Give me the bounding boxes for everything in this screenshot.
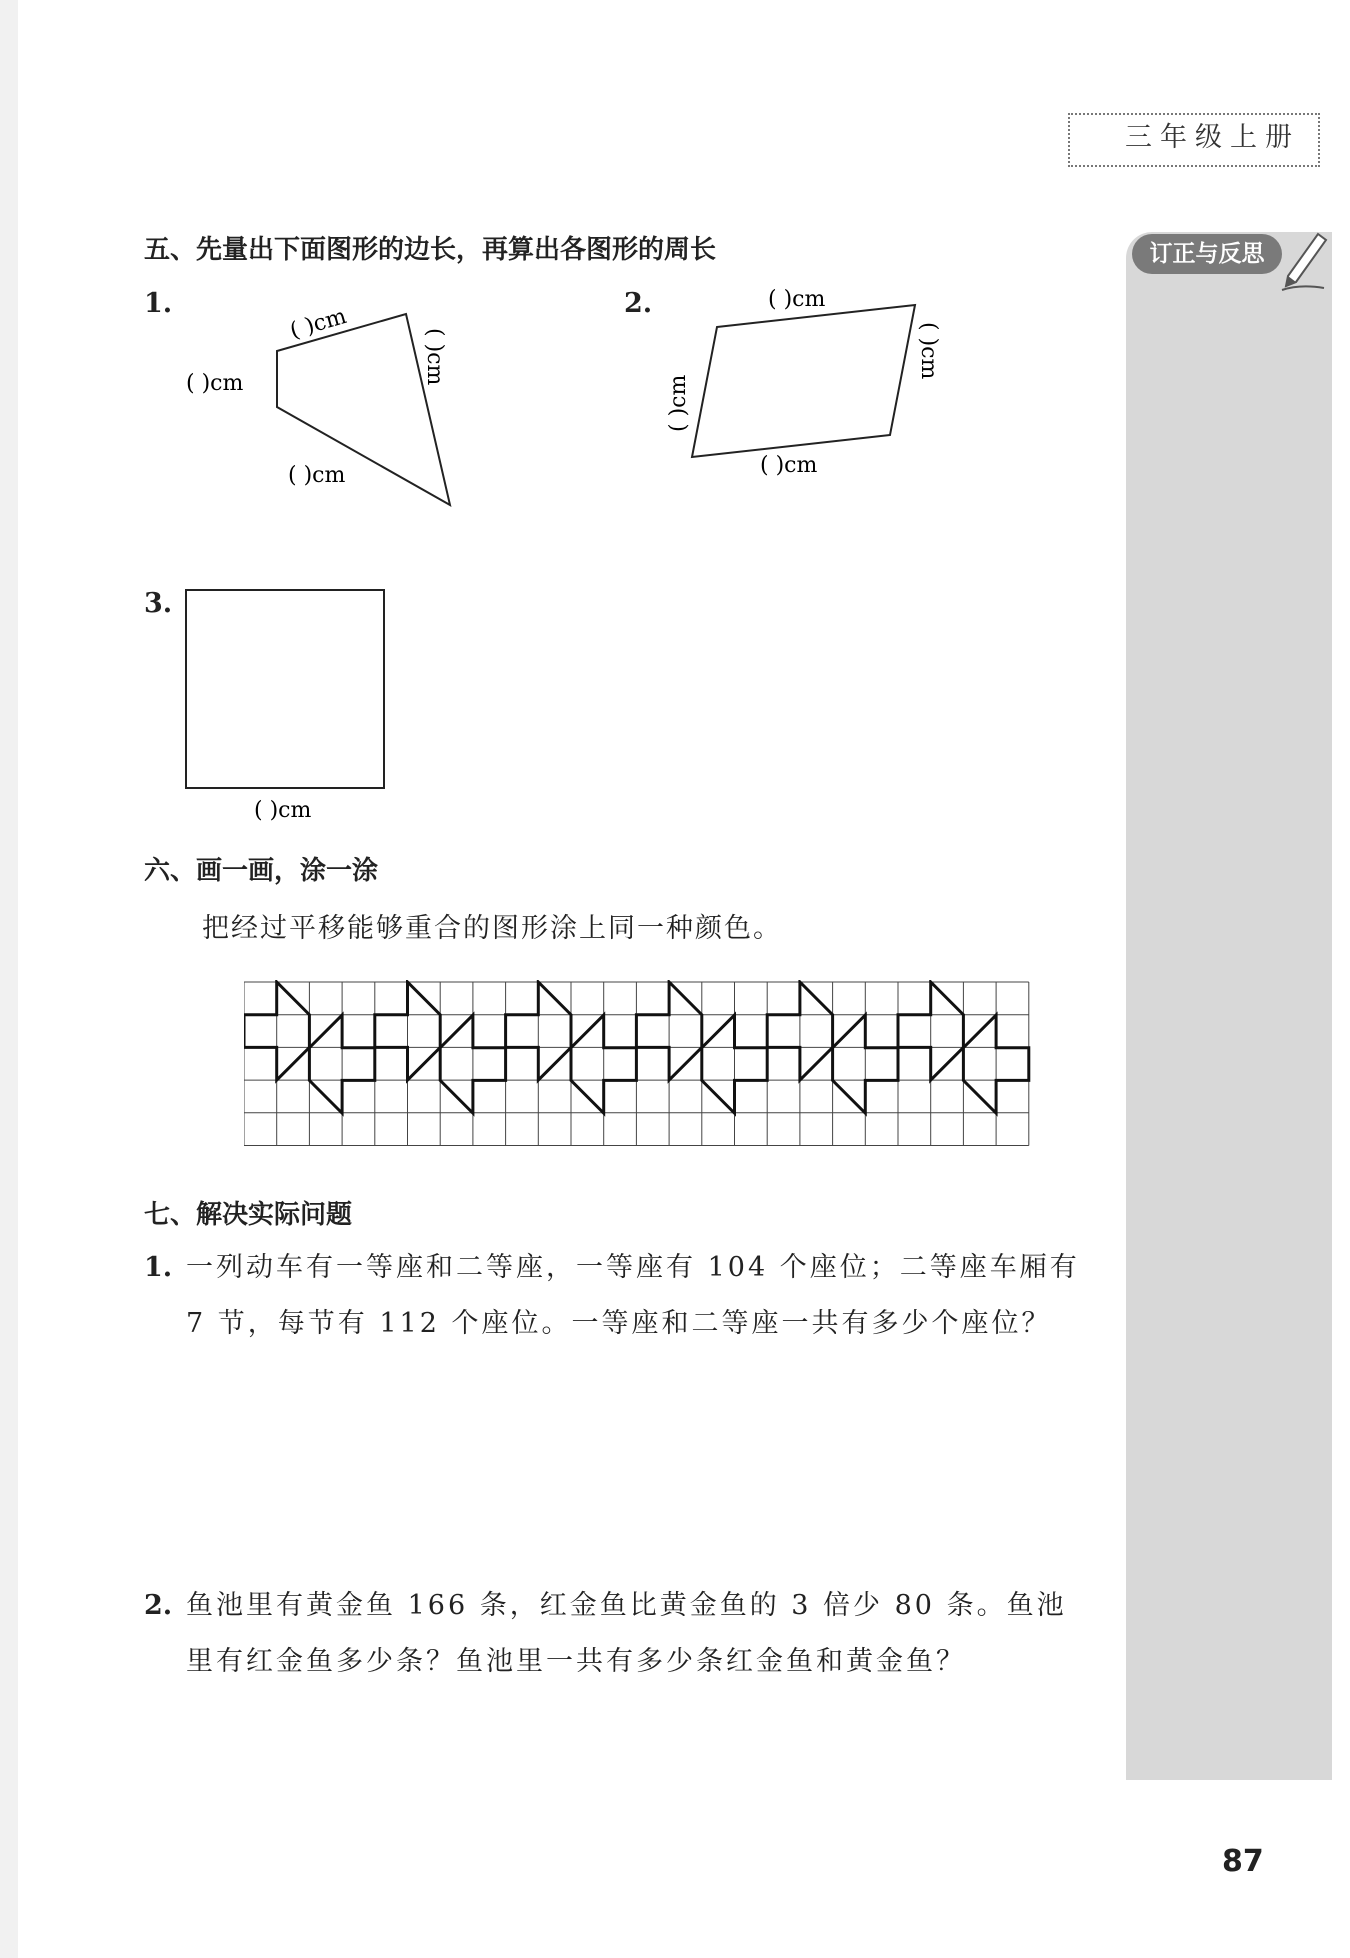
shape2-blank-bottom: ( )cm — [760, 453, 818, 478]
pencil-icon — [1280, 226, 1330, 292]
section5-q3-number: 3. — [144, 588, 173, 619]
correction-tab-label: 订正与反思 — [1149, 241, 1265, 267]
shape1-blank-bottom: ( )cm — [288, 463, 346, 488]
correction-tab — [1132, 234, 1282, 274]
section5-title: 五、先量出下面图形的边长，再算出各图形的周长 — [144, 235, 717, 265]
problem2-text: 鱼池里有黄金鱼 166 条，红金鱼比黄金鱼的 3 倍少 80 条。鱼池里有红金鱼多少条？鱼池里一共有多少条红金鱼和黄金鱼？ — [186, 1590, 1067, 1677]
shape2-blank-top: ( )cm — [768, 287, 826, 312]
section5-q1-number: 1. — [144, 288, 173, 319]
problem1-text: 一列动车有一等座和二等座，一等座有 104 个座位；二等座车厢有 7 节，每节有 112 个座位。一等座和二等座一共有多少个座位？ — [186, 1252, 1080, 1339]
page-number: 87 — [1222, 1844, 1264, 1879]
grade-label: 三年级上册 — [1123, 115, 1302, 154]
problem2-number: 2. — [144, 1590, 173, 1621]
shape2-parallelogram — [650, 280, 950, 490]
correction-sidebar — [1126, 232, 1332, 1780]
section7-title: 七、解决实际问题 — [144, 1200, 353, 1230]
grade-label-box — [1068, 113, 1320, 167]
shape1-quadrilateral — [170, 290, 470, 520]
shape2-blank-right: ( )cm — [916, 322, 941, 380]
problem1-number: 1. — [144, 1252, 173, 1283]
shape2-blank-left: ( )cm — [666, 374, 691, 432]
shape3-blank-bottom: ( )cm — [254, 798, 312, 823]
section6-instruction: 把经过平移能够重合的图形涂上同一种颜色。 — [202, 913, 782, 944]
shape1-blank-top: ( )cm — [287, 304, 350, 344]
shape3-square — [180, 585, 400, 830]
section6-title: 六、画一画，涂一涂 — [144, 856, 379, 886]
section5-q2-number: 2. — [624, 288, 653, 319]
shape1-blank-left: ( )cm — [186, 371, 244, 396]
shape1-blank-right: ( )cm — [422, 328, 447, 386]
translation-grid — [244, 980, 1044, 1150]
